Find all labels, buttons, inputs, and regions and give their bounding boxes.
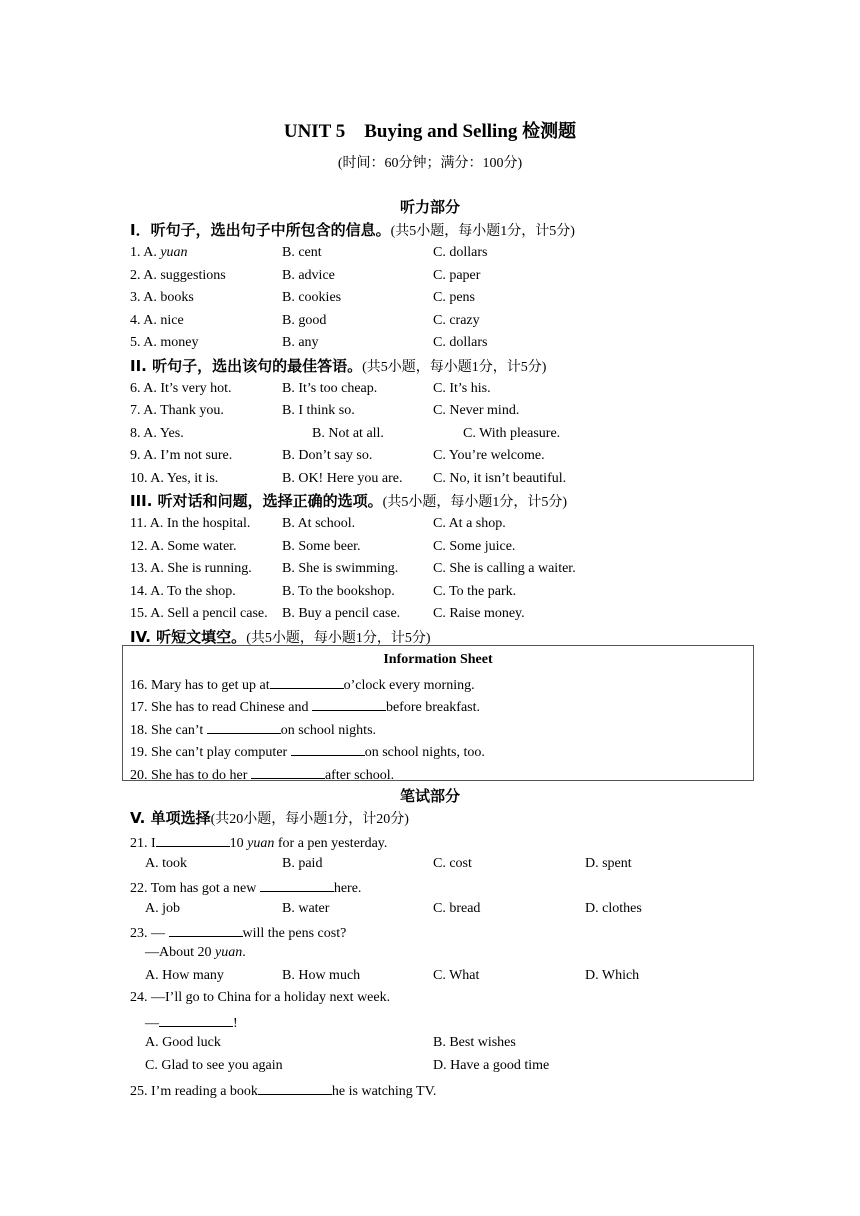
section-2-note: (共5小题，每小题1分，计5分) (362, 360, 547, 375)
q1-option-c: C. dollars (433, 245, 488, 260)
q24-option-b: B. Best wishes (433, 1035, 516, 1050)
q10-option-a: 10. A. Yes, it is. (130, 471, 219, 486)
q16-blank[interactable] (270, 675, 344, 689)
q21-option-d: D. spent (585, 856, 632, 871)
q7-option-c: C. Never mind. (433, 403, 520, 418)
section-2-label: II. 听句子，选出该句的最佳答语。 (130, 357, 363, 375)
q2-option-a: 2. A. suggestions (130, 268, 226, 283)
section-5-heading (130, 807, 409, 828)
q12-option-b: B. Some beer. (282, 539, 361, 554)
q23-blank[interactable] (169, 923, 243, 937)
q18-blank[interactable] (207, 720, 281, 734)
q20-blank[interactable] (251, 765, 325, 779)
q5-option-a: 5. A. money (130, 335, 199, 350)
q7-option-b: B. I think so. (282, 403, 355, 418)
q2-option-b: B. advice (282, 268, 335, 283)
q14-option-a: 14. A. To the shop. (130, 584, 236, 599)
q24-stem: 24. —I’ll go to China for a holiday next week. (130, 990, 391, 1005)
title-chinese: 检测题 (522, 121, 577, 142)
q8-option-c: C. With pleasure. (463, 426, 561, 441)
section-5-label: V. 单项选择 (130, 809, 211, 827)
q22-option-c: C. bread (433, 901, 481, 916)
q25-blank[interactable] (258, 1081, 332, 1095)
q20-fill-line: 20. She has to do her after school. (130, 765, 394, 784)
section-3-heading (130, 490, 567, 511)
q4-option-a: 4. A. nice (130, 313, 184, 328)
q10-option-b: B. OK! Here you are. (282, 471, 403, 486)
q15-option-c: C. Raise money. (433, 606, 525, 621)
q6-option-c: C. It’s his. (433, 381, 491, 396)
q7-option-a: 7. A. Thank you. (130, 403, 224, 418)
q24-option-c: C. Glad to see you again (145, 1058, 283, 1073)
q9-option-b: B. Don’t say so. (282, 448, 373, 463)
page-title (0, 116, 860, 143)
q12-option-c: C. Some juice. (433, 539, 516, 554)
q13-option-c: C. She is calling a waiter. (433, 561, 576, 576)
q21-option-c: C. cost (433, 856, 472, 871)
q23-option-d: D. Which (585, 968, 640, 983)
q17-blank[interactable] (312, 697, 386, 711)
title-english: UNIT 5 Buying and Selling (283, 121, 523, 142)
q5-option-b: B. any (282, 335, 319, 350)
q23-answer-line: —About 20 yuan. (145, 945, 246, 960)
q21-option-b: B. paid (282, 856, 323, 871)
q1-option-a: 1. A. yuan (130, 245, 188, 260)
q23-option-a: A. How many (145, 968, 224, 983)
q14-option-c: C. To the park. (433, 584, 517, 599)
q23-option-c: C. What (433, 968, 480, 983)
q4-option-c: C. crazy (433, 313, 480, 328)
section-4-label: IV. 听短文填空。 (130, 628, 247, 646)
listening-part-heading: 听力部分 (399, 198, 460, 216)
q1-option-b: B. cent (282, 245, 322, 260)
q11-option-a: 11. A. In the hospital. (130, 516, 251, 531)
q19-blank[interactable] (291, 742, 365, 756)
section-1-heading (130, 219, 575, 240)
q14-option-b: B. To the bookshop. (282, 584, 395, 599)
q2-option-c: C. paper (433, 268, 481, 283)
q9-option-c: C. You’re welcome. (433, 448, 545, 463)
section-3-note: (共5小题，每小题1分，计5分) (382, 495, 567, 510)
q19-fill-line: 19. She can’t play computer on school nights, too. (130, 742, 485, 761)
q21-stem: 21. I 10 yuan for a pen yesterday. (130, 833, 387, 852)
q17-fill-line: 17. She has to read Chinese and before breakfast. (130, 697, 480, 716)
q3-option-b: B. cookies (282, 290, 342, 305)
q22-option-d: D. clothes (585, 901, 642, 916)
q11-option-b: B. At school. (282, 516, 356, 531)
q21-option-a: A. took (145, 856, 187, 871)
section-4-note: (共5小题，每小题1分，计5分) (246, 631, 431, 646)
q13-option-b: B. She is swimming. (282, 561, 399, 576)
q23-option-b: B. How much (282, 968, 361, 983)
q12-option-a: 12. A. Some water. (130, 539, 237, 554)
q5-option-c: C. dollars (433, 335, 488, 350)
section-1-note: (共5小题，每小题1分，计5分) (390, 224, 575, 239)
q15-option-a: 15. A. Sell a pencil case. (130, 606, 268, 621)
q10-option-c: C. No, it isn’t beautiful. (433, 471, 567, 486)
writing-part-heading: 笔试部分 (399, 787, 460, 805)
q16-fill-line: 16. Mary has to get up at o’clock every morning. (130, 675, 475, 694)
section-1-label: I．听句子，选出句子中所包含的信息。 (130, 221, 391, 239)
q6-option-a: 6. A. It’s very hot. (130, 381, 232, 396)
q3-option-c: C. pens (433, 290, 475, 305)
q25-stem: 25. I’m reading a book he is watching TV. (130, 1081, 436, 1100)
q24-option-d: D. Have a good time (433, 1058, 550, 1073)
page-subtitle: (时间：60分钟；满分：100分) (337, 156, 523, 171)
q4-option-b: B. good (282, 313, 327, 328)
q24-answer-line: — ! (145, 1013, 238, 1032)
q22-option-b: B. water (282, 901, 330, 916)
q11-option-c: C. At a shop. (433, 516, 506, 531)
section-5-note: (共20小题，每小题1分，计20分) (210, 812, 409, 827)
q22-blank[interactable] (260, 878, 334, 892)
section-3-label: III. 听对话和问题，选择正确的选项。 (130, 492, 383, 510)
q3-option-a: 3. A. books (130, 290, 194, 305)
q22-stem: 22. Tom has got a new here. (130, 878, 361, 897)
q21-blank[interactable] (156, 833, 230, 847)
q6-option-b: B. It’s too cheap. (282, 381, 378, 396)
q15-option-b: B. Buy a pencil case. (282, 606, 401, 621)
q22-option-a: A. job (145, 901, 180, 916)
q18-fill-line: 18. She can’t on school nights. (130, 720, 376, 739)
q8-option-b: B. Not at all. (312, 426, 384, 441)
q24-option-a: A. Good luck (145, 1035, 221, 1050)
q24-blank[interactable] (159, 1013, 233, 1027)
q9-option-a: 9. A. I’m not sure. (130, 448, 233, 463)
q23-stem: 23. — will the pens cost? (130, 923, 346, 942)
section-4-heading (130, 626, 431, 647)
section-2-heading (130, 355, 546, 376)
q13-option-a: 13. A. She is running. (130, 561, 252, 576)
information-sheet-title: Information Sheet (383, 652, 493, 667)
q8-option-a: 8. A. Yes. (130, 426, 184, 441)
